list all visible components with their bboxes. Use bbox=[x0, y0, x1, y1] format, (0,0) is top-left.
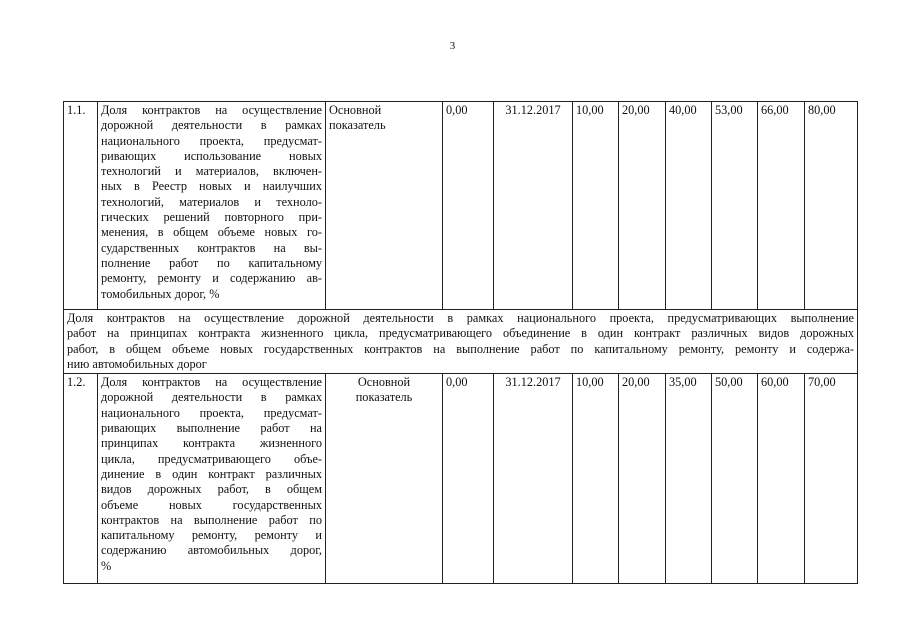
description-line: объеме новых государственных bbox=[101, 497, 322, 512]
base-value: 0,00 bbox=[443, 374, 494, 584]
indicator-type bbox=[326, 102, 443, 310]
description-line: ных в Реестр новых и наилучших bbox=[101, 179, 322, 194]
description-line: полнение работ по капитальному bbox=[101, 255, 322, 270]
description-line: содержанию автомобильных дорог, bbox=[101, 543, 322, 558]
description-line: томобильных дорог, % bbox=[101, 286, 220, 301]
section-heading-line: работ на принципах контракта жизненного цикла, предусматривающего объединение в один контракт различных видов дорожных bbox=[67, 326, 854, 341]
target-value: 66,00 bbox=[758, 102, 805, 310]
indicator-type bbox=[326, 374, 443, 584]
target-value: 20,00 bbox=[619, 374, 666, 584]
section-heading-row bbox=[64, 310, 858, 374]
indicators-table bbox=[63, 101, 858, 584]
row-number: 1.2. bbox=[64, 374, 98, 584]
description-line: ремонту, ремонту и содержанию ав- bbox=[101, 271, 322, 286]
description-line: цикла, предусматривающего объе- bbox=[101, 451, 322, 466]
description-line: принципах контракта жизненного bbox=[101, 436, 322, 451]
page-number: 3 bbox=[449, 40, 456, 52]
indicator-type-line: показатель bbox=[329, 118, 386, 133]
base-value: 0,00 bbox=[443, 102, 494, 310]
indicator-type-line: Основной bbox=[357, 375, 411, 390]
description-line: технологий, материалов и техноло- bbox=[101, 194, 322, 209]
target-value: 35,00 bbox=[666, 374, 712, 584]
section-heading bbox=[64, 310, 858, 374]
target-value: 53,00 bbox=[712, 102, 758, 310]
indicator-type-line: Основной bbox=[329, 103, 382, 117]
description-line: капитальному ремонту, ремонту и bbox=[101, 528, 322, 543]
indicator-description bbox=[98, 102, 326, 310]
description-line: дорожной деятельности в рамках bbox=[101, 118, 322, 133]
description-line: менения, в общем объеме новых го- bbox=[101, 225, 322, 240]
table-row bbox=[64, 102, 858, 310]
target-value: 50,00 bbox=[712, 374, 758, 584]
base-date: 31.12.2017 bbox=[494, 374, 573, 584]
table-row bbox=[64, 374, 858, 584]
description-line: дорожной деятельности в рамках bbox=[101, 390, 322, 405]
description-line: национального проекта, предусмат- bbox=[101, 133, 322, 148]
description-line: ривающих выполнение работ на bbox=[101, 421, 322, 436]
target-value: 20,00 bbox=[619, 102, 666, 310]
section-heading-line: нию автомобильных дорог bbox=[67, 356, 207, 371]
section-heading-line: Доля контрактов на осуществление дорожной деятельности в рамках национального проекта, предусматривающих выполнение bbox=[67, 311, 854, 325]
row-number: 1.1. bbox=[64, 102, 98, 310]
target-value: 40,00 bbox=[666, 102, 712, 310]
description-line: видов дорожных работ, в общем bbox=[101, 482, 322, 497]
base-date: 31.12.2017 bbox=[494, 102, 573, 310]
description-line: национального проекта, предусмат- bbox=[101, 405, 322, 420]
description-line: Доля контрактов на осуществление bbox=[101, 103, 322, 117]
target-value: 10,00 bbox=[573, 374, 619, 584]
description-line: сударственных контрактов на вы- bbox=[101, 240, 322, 255]
description-line: Доля контрактов на осуществление bbox=[101, 375, 322, 390]
indicator-description bbox=[98, 374, 326, 584]
description-line: динение в один контракт различных bbox=[101, 466, 322, 481]
description-line: гических решений повторного при- bbox=[101, 210, 322, 225]
description-line: контрактов на выполнение работ по bbox=[101, 512, 322, 527]
target-value: 60,00 bbox=[758, 374, 805, 584]
target-value: 70,00 bbox=[805, 374, 858, 584]
description-line: технологий и материалов, включен- bbox=[101, 164, 322, 179]
target-value: 80,00 bbox=[805, 102, 858, 310]
description-line: ривающих использование новых bbox=[101, 148, 322, 163]
target-value: 10,00 bbox=[573, 102, 619, 310]
section-heading-line: работ, в общем объеме новых государственных контрактов на выполнение работ по капитальному ремонту, ремонту и содержа- bbox=[67, 341, 854, 356]
description-line: % bbox=[101, 558, 112, 573]
indicator-type-line: показатель bbox=[355, 390, 413, 405]
